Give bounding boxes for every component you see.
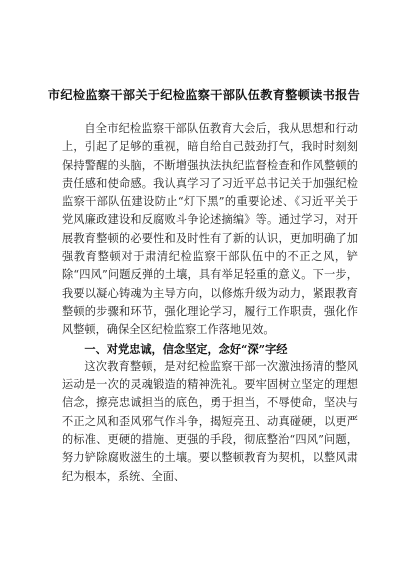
document-body <box>62 120 358 486</box>
body-paragraph: 这次教育整顿，是对纪检监察干部一次激浊扬清的整风运动是一次的灵魂锻造的精神洗礼。要牢固树立坚定的理想信念，擦亮忠诚担当的底色，勇于担当，不辱使命，坚决与不正之风和歪风邪气作斗争，揭短亮丑、动真碰硬，以更严的标准、更硬的措施、更强的手段，彻底整治“四风”问题，努力铲除腐败滋生的土壤。要以整顿教育为契机，以整风肃纪为根本，系统、全面、 <box>62 359 358 483</box>
document-title: 市纪检监察干部关于纪检监察干部队伍教育整顿读书报告 <box>47 88 361 102</box>
section-heading: 一、对党忠诚，信念坚定，念好“深”字经 <box>84 341 288 356</box>
body-paragraph: 自全市纪检监察干部队伍教育大会后，我从思想和行动上，引起了足够的重视，暗自给自己鼓劲打气，我时时刻刻保持警醒的头脑，不断增强执法执纪监督检查和作风整顿的责任感和使命感。我认真学习了习近平总书记关于加强纪检监察干部队伍建设防止“灯下黑”的重要论述、《习近平关于党风廉政建设和反腐败斗争论述摘编》等。通过学习，对开展教育整顿的必要性和及时性有了新的认识，更加明确了加强教育整顿对于肃清纪检监察干部队伍中的不正之风，铲除“四风”问题反弹的土壤，具有举足轻重的意义。下一步，我要以凝心铸魂为主导方向，以修炼升级为动力，紧跟教育整顿的步骤和环节，强化理论学习，履行工作职责，强化作风整顿，确保全区纪检监察工作落地见效。 <box>62 122 358 337</box>
